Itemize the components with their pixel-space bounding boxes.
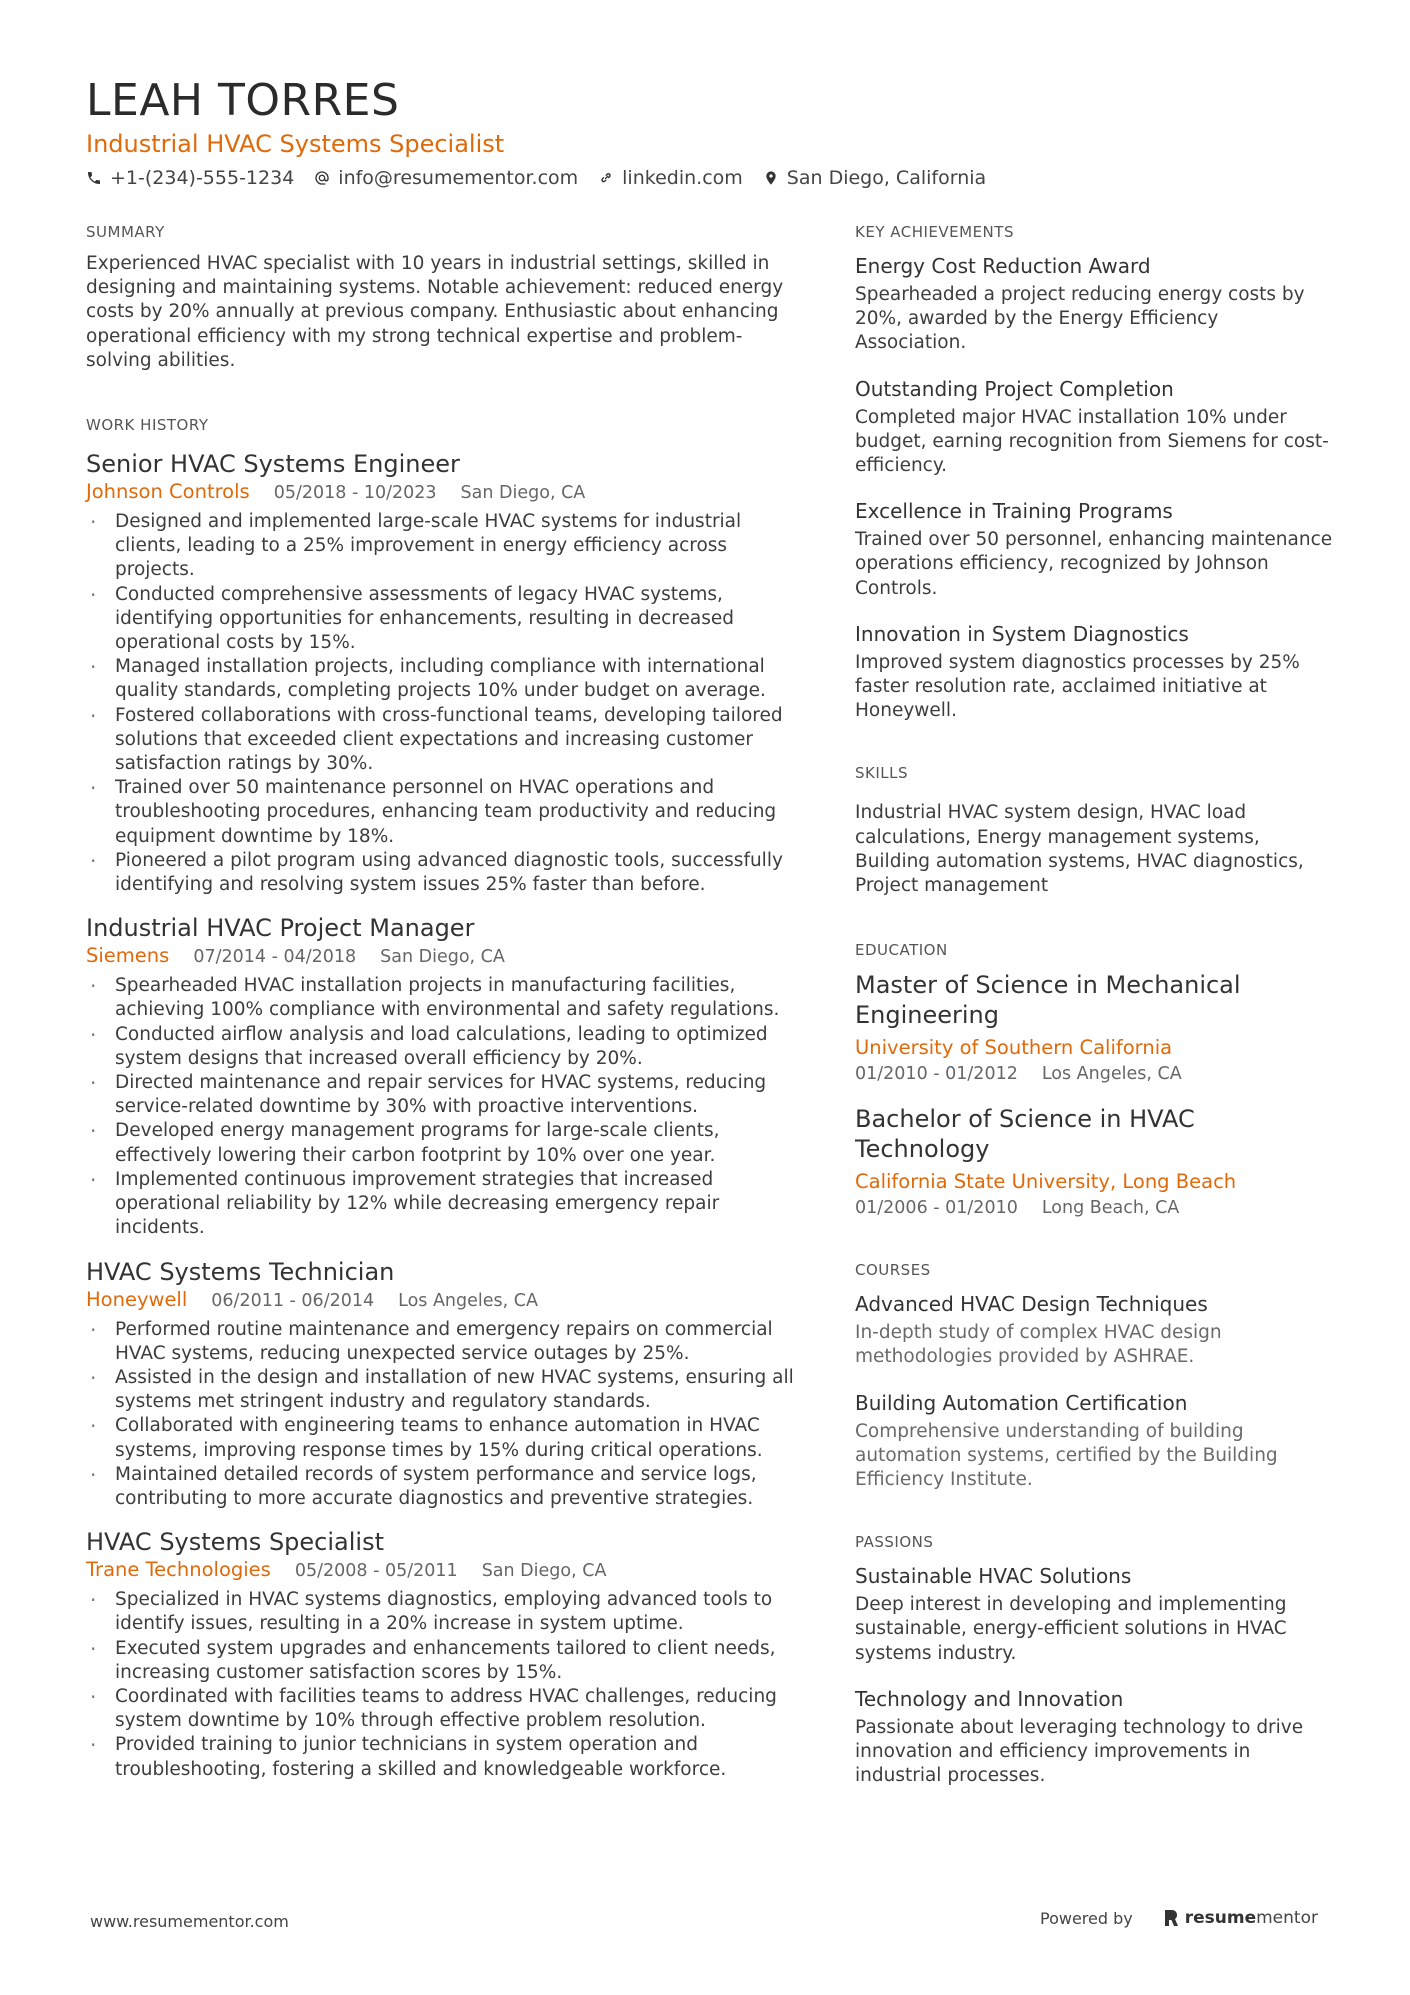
- job-bullet: · Managed installation projects, including compliance with international quality standards, completing projects 10% under budget on average.: [86, 655, 796, 703]
- job-bullet: · Assisted in the design and installation of new HVAC systems, ensuring all systems met stringent industry and regulatory standards.: [86, 1366, 796, 1414]
- footer-website[interactable]: www.resumementor.com: [90, 1912, 289, 1931]
- achievement-desc: Trained over 50 personnel, enhancing maintenance operations efficiency, recognized by Johnson Controls.: [855, 529, 1333, 599]
- job-bullet: · Conducted airflow analysis and load calculations, leading to optimized system designs that increased overall efficiency by 20%.: [86, 1023, 796, 1071]
- passion-title: Sustainable HVAC Solutions: [855, 1564, 1132, 1589]
- job-bullet: · Directed maintenance and repair services for HVAC systems, reducing service-related downtime by 30% with proactive interventions.: [86, 1071, 796, 1119]
- powered-by-label: Powered by: [1040, 1908, 1133, 1928]
- job-title: HVAC Systems Specialist: [86, 1528, 384, 1557]
- contact-location: [763, 164, 986, 192]
- course-title: Building Automation Certification: [855, 1390, 1188, 1415]
- job-bullets: [86, 1318, 796, 1512]
- work-history-heading: WORK HISTORY: [86, 416, 209, 435]
- job-entry: [86, 913, 796, 1240]
- candidate-title: Industrial HVAC Systems Specialist: [86, 130, 505, 158]
- skills-text: Industrial HVAC system design, HVAC load calculations, Energy management systems, Building automation systems, HVAC diagnostics, Project management: [855, 802, 1304, 897]
- job-entry: [86, 449, 796, 897]
- resume-header: [86, 74, 1326, 192]
- job-bullet: · Specialized in HVAC systems diagnostics, employing advanced tools to identify issues, resulting in a 20% increase in system uptime.: [86, 1588, 796, 1636]
- education-item: [855, 1104, 1335, 1220]
- achievement-item: [855, 375, 1335, 479]
- phone-icon: [86, 170, 102, 186]
- job-bullets: [86, 1588, 796, 1782]
- education-item: [855, 970, 1335, 1086]
- candidate-name: LEAH TORRES: [86, 75, 400, 126]
- education-location: Long Beach, CA: [1041, 1198, 1180, 1219]
- job-bullet: · Designed and implemented large-scale HVAC systems for industrial clients, leading to a 25% improvement in energy efficiency across projects.: [86, 510, 796, 583]
- job-bullet: · Coordinated with facilities teams to address HVAC challenges, reducing system downtime by 10% through effective problem resolution.: [86, 1685, 796, 1733]
- achievements-section: [855, 222, 1335, 723]
- job-dates: 06/2011 - 06/2014: [211, 1290, 375, 1311]
- passion-title: Technology and Innovation: [855, 1686, 1124, 1711]
- education-school: University of Southern California: [855, 1036, 1173, 1060]
- course-desc: Comprehensive understanding of building automation systems, certified by the Building Efficiency Institute.: [855, 1420, 1278, 1491]
- passions-heading: PASSIONS: [855, 1533, 934, 1552]
- job-company: Honeywell: [86, 1287, 188, 1311]
- courses-heading: COURSES: [855, 1261, 931, 1280]
- right-column: [855, 222, 1335, 1830]
- left-column: [86, 222, 796, 1798]
- job-dates: 07/2014 - 04/2018: [193, 947, 357, 968]
- job-dates: 05/2008 - 05/2011: [294, 1561, 458, 1582]
- job-location: San Diego, CA: [460, 483, 586, 504]
- courses-section: [855, 1260, 1335, 1492]
- achievement-desc: Spearheaded a project reducing energy costs by 20%, awarded by the Energy Efficiency Association.: [855, 284, 1305, 354]
- achievement-title: Excellence in Training Programs: [855, 499, 1173, 524]
- job-company: Trane Technologies: [86, 1558, 271, 1582]
- course-item: [855, 1290, 1335, 1369]
- education-degree: Bachelor of Science in HVAC Technology: [855, 1105, 1195, 1164]
- location-pin-icon: [763, 170, 779, 186]
- job-bullets: [86, 510, 796, 897]
- job-bullet: · Fostered collaborations with cross-functional teams, developing tailored solutions that exceeded client expectations and increasing customer satisfaction ratings by 30%.: [86, 704, 796, 777]
- job-title: HVAC Systems Technician: [86, 1257, 395, 1286]
- job-bullet: · Pioneered a pilot program using advanced diagnostic tools, successfully identifying and resolving system issues 25% faster than before.: [86, 849, 796, 897]
- summary-heading: SUMMARY: [86, 223, 165, 241]
- brand-bold-text: resume: [1184, 1908, 1257, 1928]
- job-location: San Diego, CA: [380, 947, 505, 968]
- education-dates: 01/2006 - 01/2010: [855, 1198, 1018, 1219]
- job-meta: [86, 1287, 796, 1314]
- contact-bar: [86, 164, 1326, 192]
- achievement-list: [855, 252, 1335, 723]
- skills-section: [855, 763, 1335, 898]
- brand-logo[interactable]: [1163, 1908, 1318, 1928]
- job-company: Siemens: [86, 944, 170, 968]
- achievement-item: [855, 620, 1335, 724]
- skills-heading: SKILLS: [855, 764, 909, 783]
- job-bullet: · Provided training to junior technicians in system operation and troubleshooting, fostering a skilled and knowledgeable workforce.: [86, 1733, 796, 1781]
- job-meta: [86, 479, 796, 506]
- achievement-title: Energy Cost Reduction Award: [855, 254, 1151, 278]
- education-heading: EDUCATION: [855, 941, 948, 960]
- passion-item: [855, 1562, 1335, 1666]
- education-section: [855, 940, 1335, 1220]
- job-title: Senior HVAC Systems Engineer: [86, 450, 460, 479]
- footer-powered-by: [1040, 1908, 1318, 1928]
- achievements-heading: KEY ACHIEVEMENTS: [855, 223, 1014, 241]
- passion-list: [855, 1562, 1335, 1788]
- education-meta: [855, 1062, 1335, 1086]
- course-desc: In-depth study of complex HVAC design methodologies provided by ASHRAE.: [855, 1322, 1222, 1368]
- achievement-item: [855, 497, 1335, 601]
- education-school: California State University, Long Beach: [855, 1170, 1237, 1194]
- achievement-desc: Completed major HVAC installation 10% under budget, earning recognition from Siemens for cost-efficiency.: [855, 406, 1329, 477]
- job-dates: 05/2018 - 10/2023: [273, 483, 437, 504]
- contact-linkedin[interactable]: [598, 164, 743, 192]
- job-bullet: · Executed system upgrades and enhancements tailored to client needs, increasing customer satisfaction scores by 15%.: [86, 1637, 796, 1685]
- education-meta: [855, 1196, 1335, 1220]
- job-title: Industrial HVAC Project Manager: [86, 914, 475, 943]
- job-meta: [86, 943, 796, 970]
- passions-section: [855, 1532, 1335, 1788]
- passion-desc: Passionate about leveraging technology to drive innovation and efficiency improvements in industrial processes.: [855, 1716, 1304, 1787]
- job-company: Johnson Controls: [86, 480, 250, 504]
- achievement-title: Outstanding Project Completion: [855, 376, 1174, 401]
- job-bullets: [86, 974, 796, 1240]
- job-bullet: · Performed routine maintenance and emergency repairs on commercial HVAC systems, reducing unexpected service outages by 25%.: [86, 1318, 796, 1366]
- job-bullet: · Developed energy management programs for large-scale clients, effectively lowering their carbon footprint by 10% over one year.: [86, 1119, 796, 1167]
- education-dates: 01/2010 - 01/2012: [855, 1064, 1018, 1085]
- course-list: [855, 1290, 1335, 1492]
- job-location: San Diego, CA: [481, 1561, 607, 1582]
- education-list: [855, 970, 1335, 1220]
- achievement-item: [855, 252, 1335, 356]
- job-list: [86, 449, 796, 1782]
- job-bullet: · Implemented continuous improvement strategies that increased operational reliability by 12% while decreasing emergency repair incidents.: [86, 1168, 796, 1241]
- achievement-title: Innovation in System Diagnostics: [855, 621, 1189, 646]
- course-title: Advanced HVAC Design Techniques: [855, 1292, 1208, 1317]
- email-text[interactable]: info@resumementor.com: [338, 167, 579, 189]
- education-degree: Master of Science in Mechanical Engineering: [855, 971, 1241, 1030]
- link-icon: [598, 170, 614, 186]
- job-bullet: · Conducted comprehensive assessments of legacy HVAC systems, identifying opportunities for enhancements, resulting in decreased operational costs by 15%.: [86, 583, 796, 656]
- summary-section: [86, 222, 796, 373]
- resumementor-logo-icon: [1163, 1908, 1179, 1928]
- course-item: [855, 1389, 1335, 1493]
- summary-text: Experienced HVAC specialist with 10 years in industrial settings, skilled in designing and maintaining systems. Notable achievement: reduced energy costs by 20% annually at previous company. Enthusiastic about enhancing operational efficiency with my strong technical expertise and problem-solving abilities.: [86, 253, 784, 371]
- job-entry: [86, 1527, 796, 1782]
- location-text: San Diego, California: [786, 167, 987, 189]
- job-bullet: · Maintained detailed records of system performance and service logs, contributing to more accurate diagnostics and preventive strategies.: [86, 1463, 796, 1511]
- contact-email[interactable]: [314, 164, 578, 192]
- brand-rest-text: mentor: [1256, 1908, 1318, 1928]
- job-meta: [86, 1557, 796, 1584]
- contact-phone: [86, 164, 294, 192]
- job-bullet: · Trained over 50 maintenance personnel on HVAC operations and troubleshooting procedures, enhancing team productivity and reducing equipment downtime by 18%.: [86, 776, 796, 849]
- passion-desc: Deep interest in developing and implementing sustainable, energy-efficient solutions in HVAC systems industry.: [855, 1594, 1287, 1664]
- job-location: Los Angeles, CA: [398, 1290, 538, 1311]
- linkedin-text[interactable]: linkedin.com: [622, 167, 743, 189]
- job-bullet: · Spearheaded HVAC installation projects in manufacturing facilities, achieving 100% compliance with environmental and safety regulations.: [86, 974, 796, 1022]
- job-bullet: · Collaborated with engineering teams to enhance automation in HVAC systems, improving response times by 15% during critical operations.: [86, 1414, 796, 1462]
- at-icon: [314, 170, 330, 186]
- work-history-section: [86, 415, 796, 1782]
- job-entry: [86, 1257, 796, 1512]
- phone-text: +1-(234)-555-1234: [110, 167, 295, 189]
- passion-item: [855, 1685, 1335, 1789]
- education-location: Los Angeles, CA: [1041, 1064, 1182, 1085]
- achievement-desc: Improved system diagnostics processes by 25% faster resolution rate, acclaimed initiative at Honeywell.: [855, 651, 1300, 722]
